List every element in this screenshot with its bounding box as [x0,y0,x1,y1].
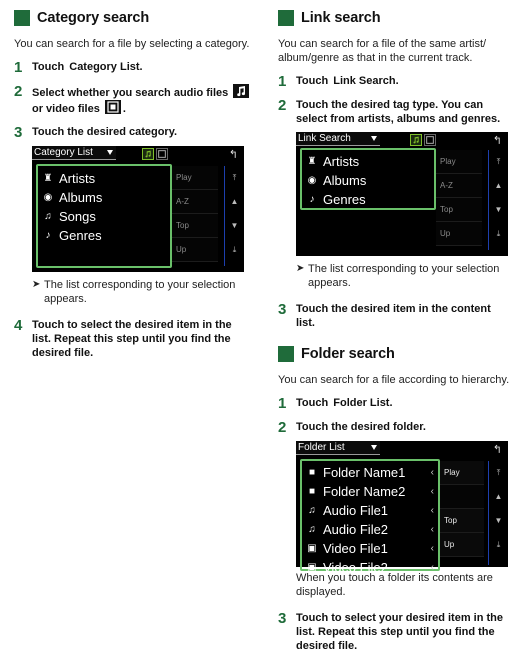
section-marker-icon [278,346,294,362]
film-icon: ▣ [307,562,317,573]
category-step-2: 2 Select whether you search audio files or video files . [14,84,252,116]
list-item-label: Video File2 [323,560,388,575]
list-item-label: Folder Name1 [323,465,406,480]
note-icon: ♫ [308,524,316,535]
category-step-1: 1 Touch Category List. [14,59,143,76]
list-item[interactable] [38,188,170,207]
list-item[interactable] [302,558,438,577]
section-marker-icon [278,10,294,26]
list-item-label: Albums [59,190,103,205]
scroll-top-icon[interactable]: ⤒ [232,173,237,182]
step-number: 4 [14,317,23,334]
up-button[interactable]: Up [440,533,484,557]
arrow-right-icon: ➤ [296,263,305,274]
audio-file-icon [233,84,249,98]
link-search-screen [296,132,508,256]
scroll-down-icon[interactable]: ▼ [230,221,239,230]
step-number: 1 [14,59,23,76]
scroll-up-icon[interactable]: ▲ [230,197,239,206]
step-text: Touch the desired tag type. You can select from artists, albums and genres. [296,99,501,125]
step-text: Touch to select your desired item in the list. Repeat this step until you find the desired file. [296,612,504,652]
tag-type-list [300,148,436,210]
scroll-bar[interactable] [488,150,508,250]
list-item[interactable] [38,226,170,245]
disc-icon: ◉ [307,175,317,186]
video-file-icon [105,100,121,114]
list-item[interactable] [302,190,434,209]
step-number: 2 [278,97,287,114]
film-icon: ▣ [307,543,317,554]
step-text: Touch the desired folder. [296,421,426,433]
step-number: 3 [278,301,287,318]
category-list [36,164,172,268]
step-number: 1 [278,395,287,412]
step-number: 1 [278,73,287,90]
list-item[interactable] [302,501,438,520]
chevron-left-icon[interactable]: ‹ [430,562,434,573]
list-item-label: Genres [59,228,102,243]
a-z-button[interactable] [440,485,484,509]
audio-tab-icon[interactable] [410,134,422,146]
category-search-section [14,0,252,360]
link-search-heading [278,8,510,28]
chevron-left-icon[interactable]: ‹ [430,524,434,535]
folder-list-keyword: Folder List [333,397,390,409]
step-number: 2 [278,419,287,436]
list-item[interactable] [302,520,438,539]
scroll-top-icon[interactable]: ⤒ [496,157,501,166]
list-item-label: Video File1 [323,541,388,556]
section-marker-icon [14,10,30,26]
note-icon: ♫ [44,211,52,222]
chevron-left-icon[interactable]: ‹ [430,486,434,497]
top-button[interactable]: Top [436,198,482,222]
list-item-label: Folder Name2 [323,484,406,499]
step-text: Touch [296,75,329,87]
list-control-buttons [172,166,218,262]
folder-list-dropdown[interactable]: Folder List [296,441,380,455]
step-text: Touch to select the desired item in the list. Repeat this step until you find the desired file. [32,319,232,359]
folder-step-3 [278,611,510,653]
category-search-heading [14,8,252,28]
list-item-label: Genres [323,192,366,207]
step-text: Select whether you search audio files [32,87,229,99]
up-button[interactable]: Up [172,238,218,262]
list-item[interactable] [302,463,438,482]
scroll-down-icon[interactable]: ▼ [494,205,503,214]
folder-contents-list [300,459,440,575]
link-step-3 [278,302,510,330]
chevron-left-icon[interactable]: ‹ [430,467,434,478]
media-type-tabs [410,134,436,146]
folder-search-intro: You can search for a file according to hierarchy. [278,374,510,386]
chevron-down-icon [371,445,377,450]
person-icon: ♜ [307,156,317,167]
folder-icon: ■ [308,486,316,497]
category-step-3 [14,125,252,140]
category-note: ➤ The list corresponding to your selection appears. [32,279,236,305]
link-search-dropdown[interactable]: Link Search [296,132,380,146]
media-type-tabs [142,148,168,160]
list-item-label: Albums [323,173,367,188]
chevron-left-icon[interactable]: ‹ [430,505,434,516]
link-search-intro: You can search for a file of the same artist/ album/genre as that in the current track. [278,38,487,64]
category-step-4 [14,318,252,360]
list-control-buttons [440,461,484,557]
play-button[interactable]: Play [436,150,482,174]
list-item[interactable] [38,169,170,188]
scroll-down-icon[interactable]: ▼ [494,516,503,525]
list-item[interactable] [302,482,438,501]
list-item[interactable] [38,207,170,226]
folder-icon: ■ [308,467,316,478]
chevron-down-icon [371,136,377,141]
back-arrow-icon[interactable]: ↰ [492,135,502,147]
folder-search-title: Folder search [301,346,395,362]
link-search-title: Link search [301,10,381,26]
disc-icon: ◉ [43,192,53,203]
link-folder-search-section [278,0,510,653]
list-item-label: Artists [323,154,360,169]
folder-list-screen [296,441,508,575]
category-list-keyword: Category List [69,61,140,73]
chevron-down-icon [107,150,113,155]
category-search-title: Category search [37,10,150,26]
link-search-keyword: Link Search [333,75,396,87]
link-step-2 [278,98,510,126]
category-search-intro: You can search for a file by selecting a category. [14,38,250,50]
category-list-screen [32,146,244,272]
step-text: Touch the desired item in the content list. [296,303,491,329]
chevron-left-icon[interactable]: ‹ [430,543,434,554]
list-item-label: Artists [59,171,96,186]
category-list-dropdown[interactable]: Category List [32,146,116,160]
back-arrow-icon[interactable]: ↰ [228,149,238,161]
list-item-label: Audio File1 [323,503,389,518]
scroll-up-icon[interactable]: ▲ [494,492,503,501]
video-tab-icon[interactable] [424,134,436,146]
list-item-label: Songs [59,209,96,224]
list-item[interactable] [302,539,438,558]
folder-step-1: 1 Touch Folder List. [278,395,393,412]
folder-search-heading [278,344,510,364]
step-number: 3 [14,124,23,141]
list-item[interactable] [302,171,434,190]
arrow-right-icon: ➤ [32,279,41,290]
a-z-button[interactable]: A-Z [436,174,482,198]
step-text: Touch [296,397,329,409]
play-button[interactable]: Play [172,166,218,190]
top-button[interactable]: Top [440,509,484,533]
note-icon: ♫ [308,505,316,516]
back-arrow-icon[interactable]: ↰ [492,444,502,456]
up-button[interactable]: Up [436,222,482,246]
guitar-icon: ♪ [45,230,51,241]
link-step-1: 1 Touch Link Search. [278,73,399,90]
list-control-buttons [436,150,482,246]
folder-step-2 [278,420,510,435]
play-button[interactable]: Play [440,461,484,485]
step-text: Touch [32,61,65,73]
scroll-up-icon[interactable]: ▲ [494,181,503,190]
scroll-bar[interactable] [224,166,244,266]
scroll-bar[interactable] [488,461,508,565]
scroll-bottom-icon[interactable]: ⤓ [496,540,501,549]
step-number: 2 [14,83,23,100]
scroll-top-icon[interactable]: ⤒ [496,468,501,477]
person-icon: ♜ [43,173,53,184]
audio-tab-icon[interactable] [142,148,154,160]
folder-note: When you touch a folder its contents are displayed. [296,572,493,598]
scroll-bottom-icon[interactable]: ⤓ [496,229,501,238]
guitar-icon: ♪ [309,194,315,205]
link-note: ➤ The list corresponding to your selection appears. [296,263,500,289]
list-item-label: Audio File2 [323,522,389,537]
step-text: Touch the desired category. [32,126,178,138]
a-z-button[interactable]: A-Z [172,190,218,214]
top-button[interactable]: Top [172,214,218,238]
step-number: 3 [278,610,287,627]
video-tab-icon[interactable] [156,148,168,160]
list-item[interactable] [302,152,434,171]
scroll-bottom-icon[interactable]: ⤓ [232,245,237,254]
